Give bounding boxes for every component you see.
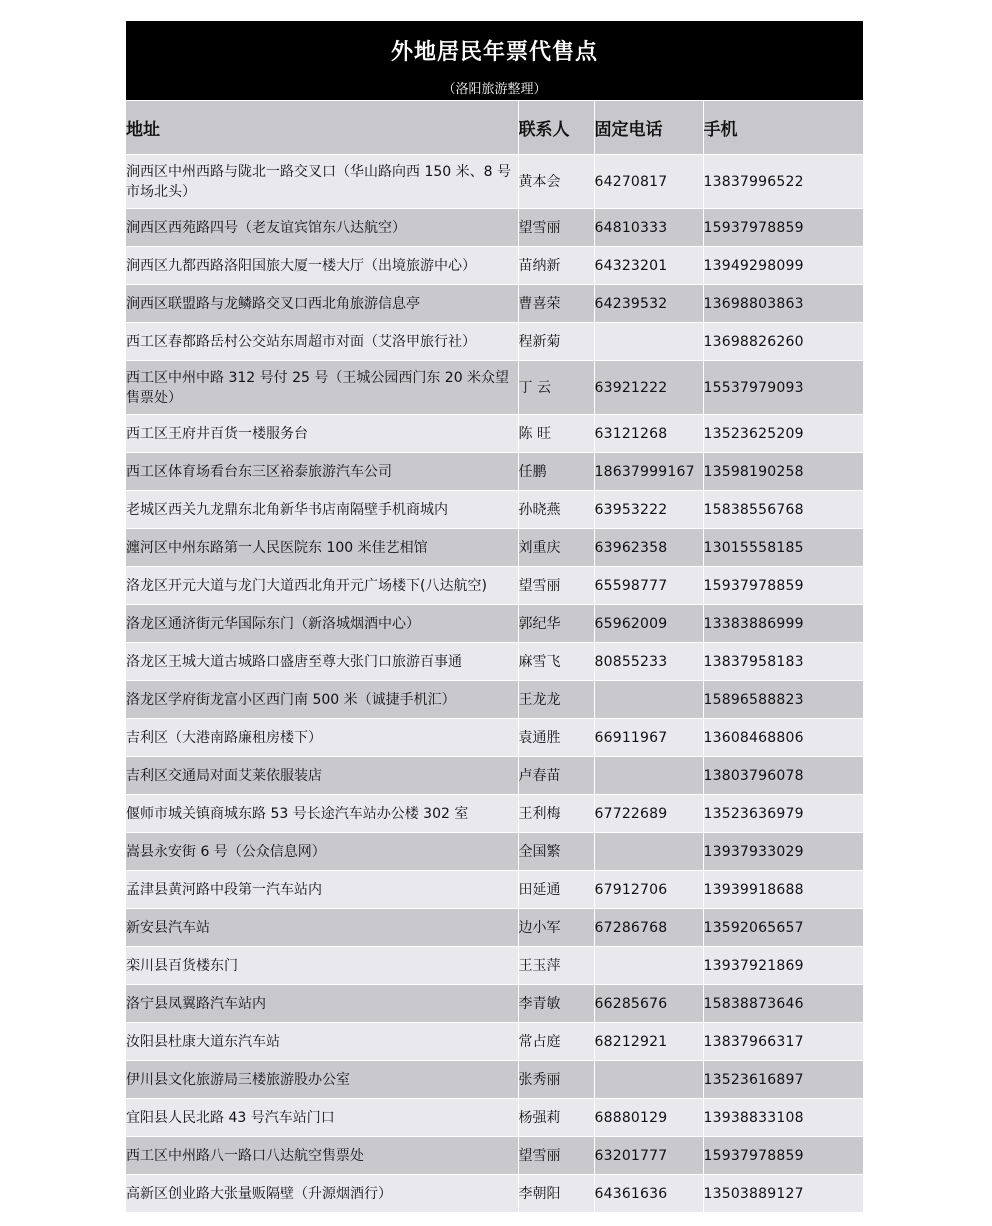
cell-mobile: 13592065657 [703,909,863,947]
header-row [126,101,863,155]
cell-address: 伊川县文化旅游局三楼旅游股办公室 [126,1061,518,1099]
cell-contact: 王利梅 [518,795,594,833]
cell-phone: 64270817 [594,155,703,209]
cell-mobile: 15937978859 [703,1137,863,1175]
cell-address: 洛龙区通济街元华国际东门（新洛城烟酒中心） [126,605,518,643]
cell-phone [594,757,703,795]
table-row [126,491,863,529]
cell-phone: 63953222 [594,491,703,529]
table-row [126,985,863,1023]
cell-mobile: 13938833108 [703,1099,863,1137]
cell-address: 洛龙区王城大道古城路口盛唐至尊大张门口旅游百事通 [126,643,518,681]
table-row [126,833,863,871]
cell-address: 吉利区（大港南路廉租房楼下） [126,719,518,757]
cell-mobile: 13937921869 [703,947,863,985]
header-mobile: 手机 [703,101,863,155]
cell-phone: 65962009 [594,605,703,643]
cell-mobile: 13939918688 [703,871,863,909]
outlet-table [126,101,864,1213]
cell-mobile: 15838873646 [703,985,863,1023]
table-row [126,719,863,757]
cell-phone: 18637999167 [594,453,703,491]
header-address: 地址 [126,101,518,155]
table-row [126,1023,863,1061]
cell-mobile: 13803796078 [703,757,863,795]
table-row [126,247,863,285]
cell-address: 洛宁县凤翼路汽车站内 [126,985,518,1023]
cell-contact: 曹喜荣 [518,285,594,323]
table-row [126,529,863,567]
cell-contact: 全国繁 [518,833,594,871]
cell-contact: 望雪丽 [518,567,594,605]
cell-contact: 王玉萍 [518,947,594,985]
cell-address: 瀍河区中州东路第一人民医院东 100 米佳艺相馆 [126,529,518,567]
cell-contact: 陈 旺 [518,415,594,453]
cell-address: 西工区中州路八一路口八达航空售票处 [126,1137,518,1175]
cell-contact: 边小军 [518,909,594,947]
cell-contact: 望雪丽 [518,209,594,247]
header-phone: 固定电话 [594,101,703,155]
table-row [126,361,863,415]
cell-phone: 66285676 [594,985,703,1023]
cell-contact: 黄本会 [518,155,594,209]
cell-contact: 田延通 [518,871,594,909]
cell-contact: 麻雪飞 [518,643,594,681]
table-row [126,757,863,795]
cell-mobile: 13698826260 [703,323,863,361]
cell-address: 宜阳县人民北路 43 号汽车站门口 [126,1099,518,1137]
cell-address: 孟津县黄河路中段第一汽车站内 [126,871,518,909]
cell-contact: 李青敏 [518,985,594,1023]
cell-address: 西工区中州中路 312 号付 25 号（王城公园西门东 20 米众望售票处） [126,361,518,415]
cell-phone: 63921222 [594,361,703,415]
cell-contact: 任鹏 [518,453,594,491]
table-row [126,909,863,947]
cell-phone: 67912706 [594,871,703,909]
cell-contact: 杨强莉 [518,1099,594,1137]
table-row [126,323,863,361]
cell-mobile: 15896588823 [703,681,863,719]
cell-mobile: 13523636979 [703,795,863,833]
cell-contact: 张秀丽 [518,1061,594,1099]
cell-phone: 68212921 [594,1023,703,1061]
cell-contact: 卢春苗 [518,757,594,795]
table-row [126,1099,863,1137]
cell-address: 洛龙区开元大道与龙门大道西北角开元广场楼下(八达航空) [126,567,518,605]
table-row [126,209,863,247]
cell-mobile: 13949298099 [703,247,863,285]
cell-address: 嵩县永安街 6 号（公众信息网） [126,833,518,871]
table-header [126,101,863,155]
cell-mobile: 13698803863 [703,285,863,323]
cell-address: 涧西区九都西路洛阳国旅大厦一楼大厅（出境旅游中心） [126,247,518,285]
cell-address: 老城区西关九龙鼎东北角新华书店南隔壁手机商城内 [126,491,518,529]
cell-contact: 程新菊 [518,323,594,361]
cell-contact: 常占庭 [518,1023,594,1061]
cell-address: 西工区春都路岳村公交站东周超市对面（艾洛甲旅行社） [126,323,518,361]
cell-phone: 63201777 [594,1137,703,1175]
table-row [126,605,863,643]
cell-mobile: 13937933029 [703,833,863,871]
table-body [126,155,863,1213]
cell-phone: 64239532 [594,285,703,323]
cell-contact: 郭纪华 [518,605,594,643]
cell-mobile: 13503889127 [703,1175,863,1213]
cell-phone: 64810333 [594,209,703,247]
cell-phone: 63121268 [594,415,703,453]
cell-contact: 望雪丽 [518,1137,594,1175]
ticket-outlet-sheet [126,21,863,1213]
cell-mobile: 13015558185 [703,529,863,567]
table-row [126,1175,863,1213]
cell-phone: 64323201 [594,247,703,285]
cell-phone [594,833,703,871]
cell-mobile: 13383886999 [703,605,863,643]
cell-contact: 王龙龙 [518,681,594,719]
cell-address: 洛龙区学府街龙富小区西门南 500 米（诚捷手机汇） [126,681,518,719]
table-row [126,643,863,681]
header-contact: 联系人 [518,101,594,155]
cell-mobile: 13608468806 [703,719,863,757]
cell-address: 偃师市城关镇商城东路 53 号长途汽车站办公楼 302 室 [126,795,518,833]
table-row [126,947,863,985]
table-row [126,415,863,453]
table-row [126,285,863,323]
cell-contact: 苗纳新 [518,247,594,285]
cell-phone: 63962358 [594,529,703,567]
table-row [126,871,863,909]
cell-address: 涧西区西苑路四号（老友谊宾馆东八达航空） [126,209,518,247]
cell-mobile: 15937978859 [703,567,863,605]
cell-mobile: 13523616897 [703,1061,863,1099]
cell-address: 西工区王府井百货一楼服务台 [126,415,518,453]
cell-mobile: 13523625209 [703,415,863,453]
page-title: 外地居民年票代售点 [390,40,598,65]
cell-phone: 65598777 [594,567,703,605]
cell-contact: 孙晓燕 [518,491,594,529]
table-row [126,567,863,605]
cell-mobile: 15937978859 [703,209,863,247]
cell-phone: 80855233 [594,643,703,681]
table-row [126,1137,863,1175]
cell-phone [594,323,703,361]
cell-phone: 67286768 [594,909,703,947]
cell-mobile: 15838556768 [703,491,863,529]
page-subtitle: （洛阳旅游整理） [442,82,547,97]
cell-phone [594,681,703,719]
table-row [126,1061,863,1099]
cell-address: 涧西区中州西路与陇北一路交叉口（华山路向西 150 米、8 号市场北头） [126,155,518,209]
cell-phone: 66911967 [594,719,703,757]
title-banner [126,21,863,101]
cell-address: 西工区体育场看台东三区裕泰旅游汽车公司 [126,453,518,491]
cell-address: 栾川县百货楼东门 [126,947,518,985]
cell-address: 涧西区联盟路与龙鳞路交叉口西北角旅游信息亭 [126,285,518,323]
table-row [126,795,863,833]
cell-phone: 64361636 [594,1175,703,1213]
cell-contact: 袁通胜 [518,719,594,757]
cell-mobile: 13837958183 [703,643,863,681]
cell-contact: 刘重庆 [518,529,594,567]
cell-phone: 68880129 [594,1099,703,1137]
cell-contact: 李朝阳 [518,1175,594,1213]
cell-mobile: 15537979093 [703,361,863,415]
table-row [126,453,863,491]
cell-phone: 67722689 [594,795,703,833]
cell-address: 新安县汽车站 [126,909,518,947]
cell-address: 高新区创业路大张量贩隔壁（升源烟酒行） [126,1175,518,1213]
table-row [126,681,863,719]
cell-phone [594,1061,703,1099]
table-row [126,155,863,209]
cell-mobile: 13837996522 [703,155,863,209]
cell-phone [594,947,703,985]
cell-mobile: 13837966317 [703,1023,863,1061]
cell-mobile: 13598190258 [703,453,863,491]
cell-address: 吉利区交通局对面艾莱依服装店 [126,757,518,795]
cell-address: 汝阳县杜康大道东汽车站 [126,1023,518,1061]
cell-contact: 丁 云 [518,361,594,415]
